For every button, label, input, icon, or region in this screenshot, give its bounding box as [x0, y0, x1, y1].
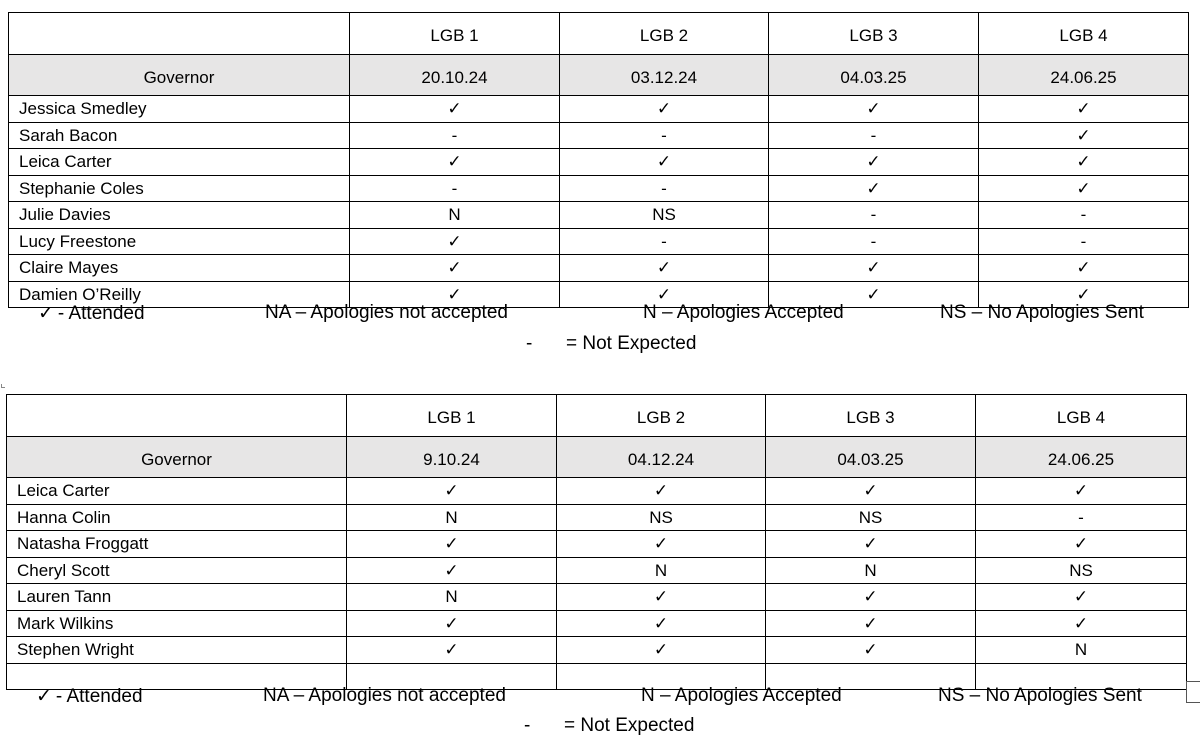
attendance-cell: ✓	[976, 584, 1187, 611]
header-cell-lgb1: LGB 1	[347, 395, 557, 437]
attendance-cell: ✓	[979, 96, 1189, 123]
table-row	[9, 149, 1189, 176]
attendance-cell: ✓	[769, 281, 979, 308]
tick-icon: ✓	[36, 686, 52, 707]
attendance-cell: ✓	[560, 255, 769, 282]
table-row	[9, 175, 1189, 202]
governor-name: Lucy Freestone	[9, 228, 350, 255]
header-cell-lgb4: LGB 4	[976, 395, 1187, 437]
governor-name: Jessica Smedley	[9, 96, 350, 123]
attendance-cell: NS	[976, 557, 1187, 584]
legend-attended	[38, 302, 145, 325]
governor-name: Stephanie Coles	[9, 175, 350, 202]
attendance-cell: ✓	[769, 175, 979, 202]
governor-name: Lauren Tann	[7, 584, 347, 611]
legend-attended	[36, 685, 143, 708]
attendance-cell: ✓	[350, 149, 560, 176]
governor-name: Hanna Colin	[7, 504, 347, 531]
attendance-cell: -	[979, 202, 1189, 229]
attendance-cell: ✓	[560, 281, 769, 308]
attendance-cell: -	[769, 122, 979, 149]
attendance-cell: N	[976, 637, 1187, 664]
legend-attended-label: - Attended	[57, 303, 145, 324]
date-cell: 20.10.24	[350, 55, 560, 96]
table-row	[7, 531, 1187, 558]
governor-name: Sarah Bacon	[9, 122, 350, 149]
header-cell-lgb3: LGB 3	[766, 395, 976, 437]
attendance-cell: ✓	[979, 255, 1189, 282]
attendance-cell: -	[979, 228, 1189, 255]
date-cell: 03.12.24	[560, 55, 769, 96]
attendance-cell: ✓	[557, 637, 766, 664]
table-row	[7, 610, 1187, 637]
date-cell: 04.03.25	[769, 55, 979, 96]
attendance-cell: -	[976, 504, 1187, 531]
attendance-cell: ✓	[347, 557, 557, 584]
attendance-cell: ✓	[979, 122, 1189, 149]
attendance-cell: ✓	[347, 531, 557, 558]
governor-name: Mark Wilkins	[7, 610, 347, 637]
header-cell-lgb4: LGB 4	[979, 13, 1189, 55]
attendance-cell: ✓	[347, 637, 557, 664]
legend-ns: NS – No Apologies Sent	[940, 302, 1144, 323]
governor-header: Governor	[9, 55, 350, 96]
attendance-cell: NS	[557, 504, 766, 531]
attendance-cell: -	[769, 228, 979, 255]
table-row	[7, 584, 1187, 611]
attendance-cell: ✓	[766, 478, 976, 505]
attendance-cell: -	[769, 202, 979, 229]
attendance-cell: NS	[560, 202, 769, 229]
attendance-cell: ✓	[976, 478, 1187, 505]
header-cell-blank	[7, 395, 347, 437]
attendance-cell: -	[350, 175, 560, 202]
attendance-cell: ✓	[979, 175, 1189, 202]
attendance-cell: ✓	[350, 281, 560, 308]
attendance-cell: ✓	[976, 531, 1187, 558]
table-row	[7, 478, 1187, 505]
attendance-cell: ✓	[557, 584, 766, 611]
table-row	[7, 504, 1187, 531]
attendance-cell: -	[350, 122, 560, 149]
tick-icon: ✓	[38, 303, 54, 324]
attendance-cell: N	[347, 584, 557, 611]
governor-name: Damien O’Reilly	[9, 281, 350, 308]
governor-name: Natasha Froggatt	[7, 531, 347, 558]
attendance-cell: ✓	[557, 478, 766, 505]
date-cell: 04.12.24	[557, 437, 766, 478]
attendance-cell: N	[766, 557, 976, 584]
table-row	[9, 122, 1189, 149]
attendance-cell: ✓	[560, 96, 769, 123]
governor-name: Cheryl Scott	[7, 557, 347, 584]
attendance-cell: ✓	[976, 610, 1187, 637]
dates-row	[7, 437, 1187, 478]
table-row	[9, 96, 1189, 123]
attendance-cell: ✓	[979, 281, 1189, 308]
legend-n: N – Apologies Accepted	[641, 685, 842, 706]
attendance-table-2	[6, 394, 1187, 690]
table-row	[9, 202, 1189, 229]
attendance-cell: N	[347, 504, 557, 531]
table-row	[7, 637, 1187, 664]
header-cell-lgb1: LGB 1	[350, 13, 560, 55]
legend-na: NA – Apologies not accepted	[263, 685, 506, 706]
governor-name: Leica Carter	[7, 478, 347, 505]
legend-dash: -	[524, 715, 531, 736]
header-cell-lgb2: LGB 2	[560, 13, 769, 55]
date-cell: 24.06.25	[976, 437, 1187, 478]
governor-name: Leica Carter	[9, 149, 350, 176]
legend-na: NA – Apologies not accepted	[265, 302, 508, 323]
legend-not-expected: = Not Expected	[564, 715, 695, 736]
attendance-cell: ✓	[350, 255, 560, 282]
date-cell: 04.03.25	[766, 437, 976, 478]
attendance-cell: N	[350, 202, 560, 229]
attendance-cell: ✓	[769, 96, 979, 123]
attendance-cell: ✓	[557, 531, 766, 558]
attendance-table-1	[8, 12, 1189, 308]
table-row	[7, 557, 1187, 584]
attendance-cell: -	[560, 228, 769, 255]
attendance-cell: ✓	[347, 478, 557, 505]
paragraph-mark	[1, 384, 5, 388]
attendance-cell: ✓	[766, 584, 976, 611]
governor-header: Governor	[7, 437, 347, 478]
governor-name: Julie Davies	[9, 202, 350, 229]
attendance-cell: ✓	[560, 149, 769, 176]
date-cell: 24.06.25	[979, 55, 1189, 96]
date-cell: 9.10.24	[347, 437, 557, 478]
attendance-cell: ✓	[766, 531, 976, 558]
attendance-cell: ✓	[350, 228, 560, 255]
governor-name: Stephen Wright	[7, 637, 347, 664]
attendance-cell: -	[560, 122, 769, 149]
text-box-edge	[1186, 681, 1200, 703]
attendance-cell: ✓	[350, 96, 560, 123]
attendance-cell: ✓	[769, 255, 979, 282]
header-cell-lgb2: LGB 2	[557, 395, 766, 437]
governor-name: Claire Mayes	[9, 255, 350, 282]
table-row	[9, 228, 1189, 255]
legend-ns: NS – No Apologies Sent	[938, 685, 1142, 706]
attendance-cell: NS	[766, 504, 976, 531]
table-row	[9, 255, 1189, 282]
header-cell-blank	[9, 13, 350, 55]
dates-row	[9, 55, 1189, 96]
attendance-cell: ✓	[347, 610, 557, 637]
attendance-cell: ✓	[979, 149, 1189, 176]
legend-not-expected: = Not Expected	[566, 333, 697, 354]
attendance-cell: ✓	[769, 149, 979, 176]
attendance-cell: -	[560, 175, 769, 202]
legend-n: N – Apologies Accepted	[643, 302, 844, 323]
legend-attended-label: - Attended	[55, 686, 143, 707]
header-row	[9, 13, 1189, 55]
attendance-cell: N	[557, 557, 766, 584]
attendance-cell: ✓	[766, 610, 976, 637]
header-cell-lgb3: LGB 3	[769, 13, 979, 55]
legend-dash: -	[526, 333, 533, 354]
attendance-cell: ✓	[557, 610, 766, 637]
attendance-cell: ✓	[766, 637, 976, 664]
header-row	[7, 395, 1187, 437]
